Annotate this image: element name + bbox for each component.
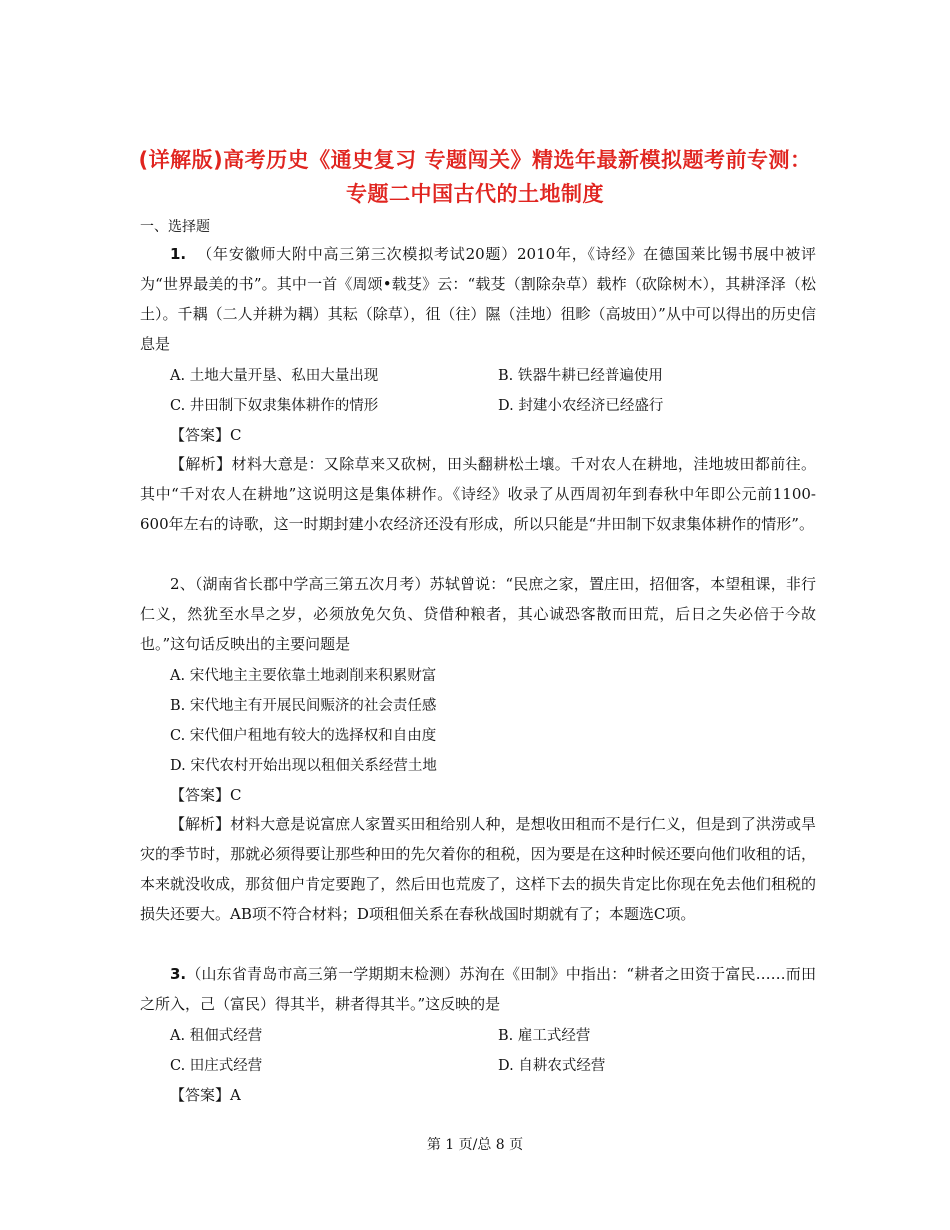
question-2-text: （湖南省长郡中学高三第五次月考）苏轼曾说：“民庶之家，置庄田，招佃客，本望租课，非行仁义，然犹至水旱之岁，必须放免欠负、贷借种粮者，其心诚恐客散而田荒，后日之失必倍于今故也。”这句话反映出的主要问题是 — [140, 575, 816, 653]
question-1-option-b: B. 铁器牛耕已经普遍使用 — [498, 368, 663, 384]
question-2-stem — [140, 569, 816, 659]
question-1-option-a: A. 土地大量开垦、私田大量出现 — [170, 368, 379, 384]
question-2-option-c: C. 宋代佃户租地有较大的选择权和自由度 — [170, 728, 437, 744]
question-1-number: 1. — [170, 245, 187, 263]
question-3-text: （山东省青岛市高三第一学期期末检测）苏洵在《田制》中指出：“耕者之田资于富民……而田之所入，己（富民）得其半，耕者得其半。”这反映的是 — [140, 965, 816, 1013]
document-title-line-1: (详解版)高考历史《通史复习 专题闯关》精选年最新模拟题考前专测： — [138, 148, 812, 172]
question-1-option-d: D. 封建小农经济已经盛行 — [498, 398, 664, 414]
page-footer: 第 1 页/总 8 页 — [426, 1137, 524, 1153]
question-1-option-c: C. 井田制下奴隶集体耕作的情形 — [170, 398, 379, 414]
question-2-option-d: D. 宋代农村开始出现以租佃关系经营土地 — [170, 758, 437, 774]
question-3-option-c: C. 田庄式经营 — [170, 1058, 263, 1074]
question-3-option-d: D. 自耕农式经营 — [498, 1058, 606, 1074]
question-2-analysis: 【解析】材料大意是说富庶人家置买田租给别人种，是想收田租而不是行仁义，但是到了洪涝或旱灾的季节时，那就必须得要让那些种田的先欠着你的租税，因为要是在这种时候还要向他们收租的话，本来就没收成，那贫佃户肯定要跑了，然后田也荒废了，这样下去的损失肯定比你现在免去他们租税的损失还要大。AB项不符合材料；D项租佃关系在春秋战国时期就有了；本题选C项。 — [140, 815, 816, 923]
section-heading: 一、选择题 — [140, 219, 210, 235]
question-2-number: 2、 — [170, 575, 195, 593]
question-2-answer: 【答案】C — [170, 786, 242, 804]
question-1-analysis: 【解析】材料大意是：又除草来又砍树，田头翻耕松土壤。千对农人在耕地，洼地坡田都前往。 其中“千对农人在耕地”这说明这是集体耕作。《诗经》收录了从西周初年到春秋中年即公元前1100-600年左右的诗歌，这一时期封建小农经济还没有形成，所以只能是“井田制下奴隶集体耕作的情形”。 — [140, 455, 816, 533]
question-3-stem — [140, 959, 816, 1019]
question-3-option-b: B. 雇工式经营 — [498, 1028, 591, 1044]
question-3-number: 3. — [170, 965, 187, 983]
question-1-answer: 【答案】C — [170, 426, 242, 444]
question-1-text: （年安徽师大附中高三第三次模拟考试20题）2010年，《诗经》在德国莱比锡书展中被评为“世界最美的书”。其中一首《周颂•载芟》云：“载芟（割除杂草）载柞（砍除树木），其耕泽泽（松土）。千耦（二人并耕为耦）其耘（除草），徂（往）隰（洼地）徂畛（高坡田）”从中可以得出的历史信息是 — [140, 245, 816, 353]
question-2-option-a: A. 宋代地主主要依靠土地剥削来积累财富 — [170, 668, 437, 684]
document-title-line-2: 专题二中国古代的土地制度 — [346, 182, 604, 206]
question-1-stem — [140, 239, 816, 359]
question-2-option-b: B. 宋代地主有开展民间赈济的社会责任感 — [170, 698, 437, 714]
question-3-answer: 【答案】A — [170, 1086, 241, 1104]
question-3-option-a: A. 租佃式经营 — [170, 1028, 263, 1044]
